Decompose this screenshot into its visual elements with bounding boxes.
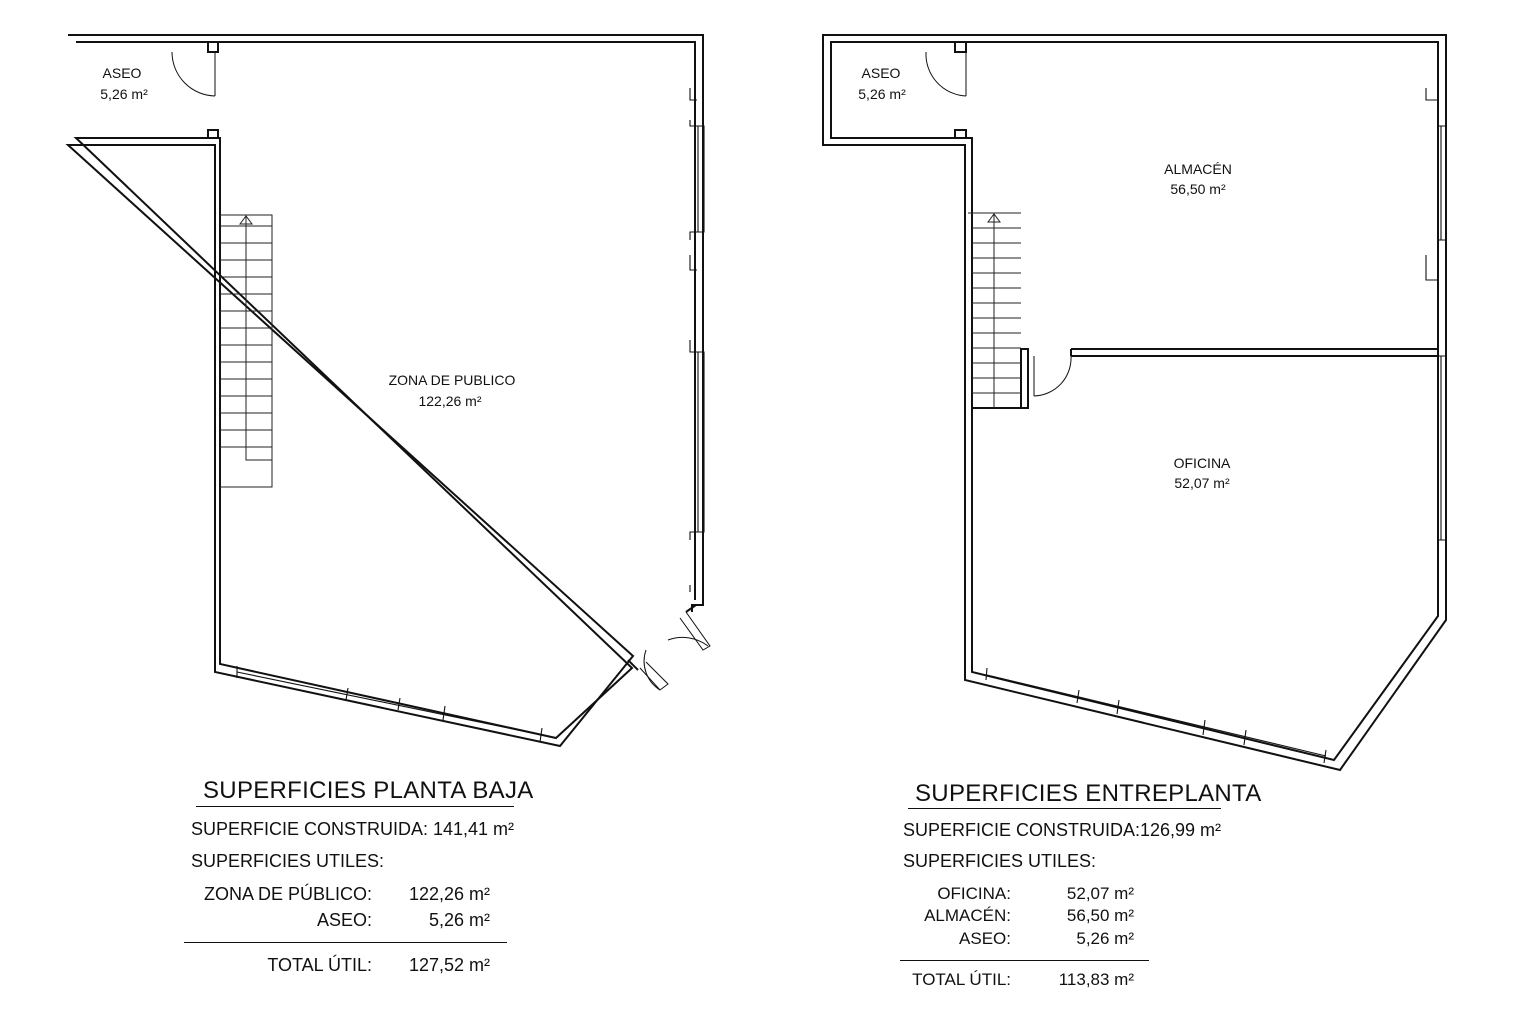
left-floor-plan — [68, 35, 710, 746]
right-aseo-name: ASEO — [861, 65, 901, 81]
left-stair — [220, 215, 272, 487]
left-aseo-partition — [208, 42, 218, 138]
right-row-oficina-value: 52,07 m² — [1066, 884, 1134, 903]
right-aseo-partition — [955, 42, 966, 138]
right-almacen-area: 56,50 m² — [1170, 181, 1226, 197]
right-title-underline — [908, 808, 1221, 809]
left-aseo-area: 5,26 m² — [100, 86, 148, 102]
left-aseo-door — [172, 52, 215, 96]
right-construida-label: SUPERFICIE CONSTRUIDA: — [903, 820, 1141, 840]
right-row-aseo-label: ASEO: — [959, 929, 1011, 948]
right-right-windows — [1426, 88, 1446, 540]
left-inner-wall — [76, 42, 695, 738]
left-aseo-name: ASEO — [102, 65, 142, 81]
left-total-label: TOTAL ÚTIL: — [267, 955, 372, 975]
right-construida-value: 126,99 m² — [1140, 820, 1222, 840]
right-oficina-name: OFICINA — [1173, 455, 1231, 471]
left-outer-wall — [68, 35, 703, 746]
right-total-divider — [900, 960, 1149, 961]
right-summary-title: SUPERFICIES ENTREPLANTA — [915, 780, 1262, 807]
left-total-value: 127,52 m² — [408, 955, 490, 975]
right-row-almacen-label: ALMACÉN: — [924, 906, 1011, 925]
right-partition-wall — [972, 349, 1438, 408]
right-outer-wall — [823, 35, 1446, 770]
right-oficina-door — [1034, 356, 1071, 396]
right-row-oficina-label: OFICINA: — [937, 884, 1011, 903]
right-aseo-door — [926, 52, 966, 96]
right-total-value: 113,83 m² — [1058, 970, 1134, 989]
left-zona-area: 122,26 m² — [418, 393, 482, 409]
left-construida-label: SUPERFICIE CONSTRUIDA: — [191, 819, 429, 839]
right-row-almacen-value: 56,50 m² — [1066, 906, 1134, 925]
left-utiles-label: SUPERFICIES UTILES: — [191, 851, 385, 871]
right-utiles-label: SUPERFICIES UTILES: — [903, 851, 1097, 871]
left-construida-value: 141,41 m² — [433, 819, 515, 839]
right-oficina-area: 52,07 m² — [1174, 475, 1230, 491]
left-total-divider — [184, 942, 507, 943]
left-row-zona-value: 122,26 m² — [408, 884, 490, 904]
left-zona-name: ZONA DE PUBLICO — [388, 372, 516, 388]
left-summary-title: SUPERFICIES PLANTA BAJA — [203, 777, 534, 804]
left-row-aseo-label: ASEO: — [316, 910, 372, 930]
right-inner-wall — [831, 42, 1438, 760]
left-row-aseo-value: 5,26 m² — [428, 910, 490, 930]
left-entry-door — [628, 605, 710, 690]
right-aseo-area: 5,26 m² — [858, 86, 906, 102]
right-stair — [968, 213, 1021, 408]
left-right-windows — [690, 88, 704, 592]
right-total-label: TOTAL ÚTIL: — [912, 970, 1011, 989]
right-floor-plan — [823, 35, 1446, 770]
right-row-aseo-value: 5,26 m² — [1076, 929, 1134, 948]
left-title-underline — [196, 806, 514, 807]
left-row-zona-label: ZONA DE PÚBLICO: — [203, 884, 372, 904]
right-bottom-windows — [986, 668, 1326, 763]
right-almacen-name: ALMACÉN — [1164, 161, 1232, 177]
